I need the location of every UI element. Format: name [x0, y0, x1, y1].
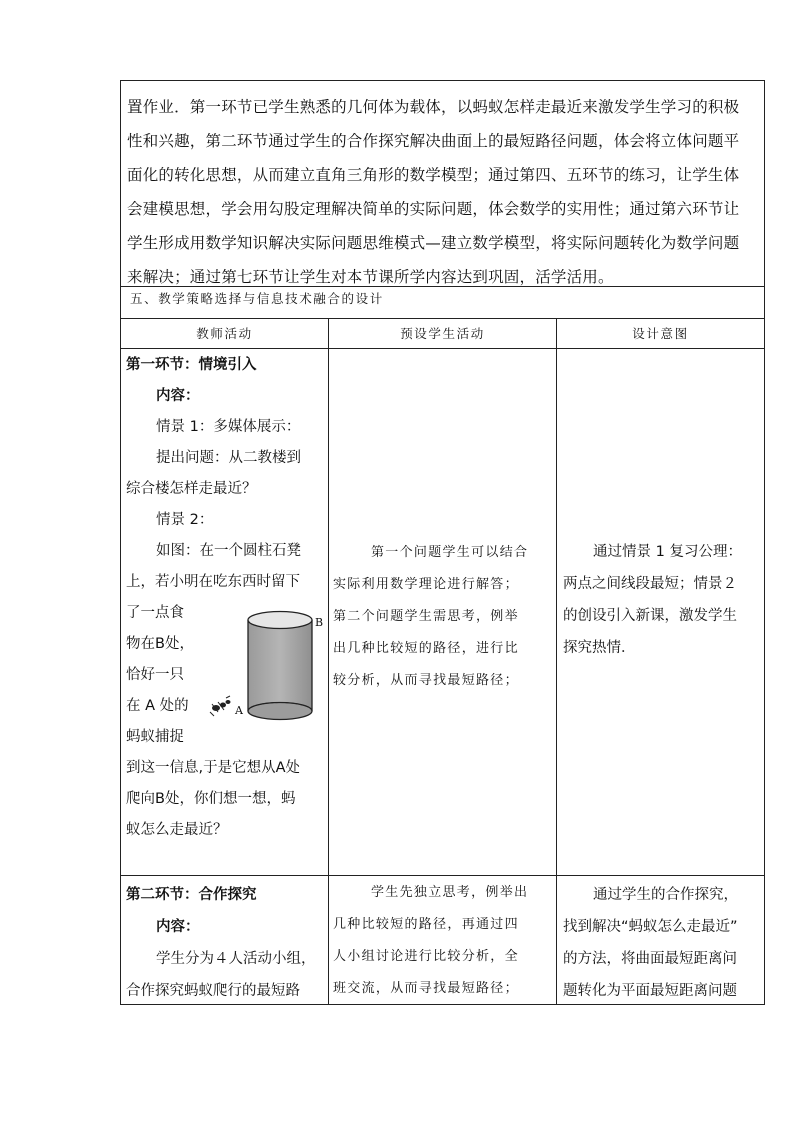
row1-intent-line: 探究热情．: [563, 640, 636, 656]
label-b: B: [315, 616, 324, 629]
row2-teacher-content: [126, 879, 326, 1007]
row1-tail-line: 蚁怎么走最近？: [126, 822, 228, 838]
row1-intent-content: [563, 536, 763, 664]
row1-student-line: 较分析，从而寻找最短路径；: [333, 673, 519, 688]
section-title: 五、教学策略选择与信息技术融合的设计: [130, 291, 384, 306]
row1-scene2: 情景 2：: [156, 512, 214, 528]
ant-icon: [210, 696, 231, 716]
row2-line: 合作探究蚂蚁爬行的最短路: [126, 983, 300, 999]
row2-intent-line: 通过学生的合作探究，: [593, 887, 738, 903]
row2-intent-line: 的方法，将曲面最短距离问: [563, 951, 737, 967]
row2-student-content: [333, 877, 555, 1005]
cylinder-top: [248, 612, 312, 629]
row2-intent-line: 题转化为平面最短距离问题: [563, 983, 737, 999]
row2-student-line: 几种比较短的路径，再通过四: [333, 917, 519, 932]
label-a: A: [235, 704, 243, 717]
row1-wrap-line: 了一点食: [126, 605, 184, 621]
row1-intent-line: 通过情景 1 复习公理：: [593, 544, 742, 560]
row1-figure-line: 如图：在一个圆柱石凳: [156, 543, 301, 559]
intro-line: 学生形成用数学知识解决实际问题思维模式—建立数学模型，将实际问题转化为数学问题: [127, 234, 740, 252]
intro-line: 来解决；通过第七环节让学生对本节课所学内容达到巩固，活学活用。: [127, 268, 614, 286]
intro-line: 会建模思想，学会用勾股定理解决简单的实际问题，体会数学的实用性；通过第六环节让: [127, 200, 740, 218]
intro-paragraph: [127, 90, 763, 294]
row1-scene1: 情景 1：多媒体展示：: [156, 419, 301, 435]
row1-wrap-line: 物在B处，: [126, 636, 194, 652]
row1-intent-line: 的创设引入新课，激发学生: [563, 608, 737, 624]
header-teacher-activity: 教师活动: [196, 326, 253, 341]
row1-tail-line: 到这一信息,于是它想从A处: [126, 760, 301, 776]
cylinder-body: [248, 620, 312, 711]
row1-question-line: 提出问题：从二教楼到: [156, 450, 301, 466]
row2-student-line: 班交流，从而寻找最短路径；: [333, 981, 519, 996]
header-student-activity: 预设学生活动: [400, 326, 485, 341]
row1-teacher-content: [126, 350, 326, 846]
row2-line: 学生分为４人活动小组，: [156, 951, 316, 967]
row2-intent-content: [563, 879, 763, 1007]
row1-question-line: 综合楼怎样走最近？: [126, 481, 257, 497]
intro-line: 性和兴趣，第二环节通过学生的合作探究解决曲面上的最短路径问题，体会将立体问题平: [127, 132, 740, 150]
header-design-intent: 设计意图: [632, 326, 689, 341]
row1-wrap-line: 恰好一只: [126, 667, 184, 683]
row1-figure-line: 上，若小明在吃东西时留下: [126, 574, 300, 590]
row2-content-label: 内容：: [156, 919, 200, 935]
intro-line: 置作业．第一环节已学生熟悉的几何体为载体，以蚂蚁怎样走最近来激发学生学习的积极: [127, 98, 740, 116]
intro-line: 面化的转化思想，从而建立直角三角形的数学模型；通过第四、五环节的练习，让学生体: [127, 166, 740, 184]
row2-intent-line: 找到解决“蚂蚁怎么走最近”: [563, 919, 738, 935]
cylinder-figure: [204, 608, 326, 726]
row1-content-label: 内容：: [156, 388, 200, 404]
row2-student-line: 人小组讨论进行比较分析，全: [333, 949, 519, 964]
row1-wrap-line: 蚂蚁捕捉: [126, 729, 184, 745]
row1-wrap-line: 在 A 处的: [126, 698, 189, 714]
row1-intent-line: 两点之间线段最短；情景２: [563, 576, 737, 592]
row1-student-line: 第一个问题学生可以结合: [371, 545, 529, 560]
row1-tail-line: 爬向B处，你们想一想，蚂: [126, 791, 296, 807]
row1-student-content: [333, 537, 555, 697]
row1-title: 第一环节：情境引入: [126, 357, 257, 373]
row1-student-line: 出几种比较短的路径，进行比: [333, 641, 519, 656]
row1-student-line: 第二个问题学生需思考，例举: [333, 609, 519, 624]
row2-student-line: 学生先独立思考，例举出: [371, 885, 529, 900]
row2-title: 第二环节：合作探究: [126, 887, 257, 903]
row1-student-line: 实际利用数学理论进行解答；: [333, 577, 519, 592]
